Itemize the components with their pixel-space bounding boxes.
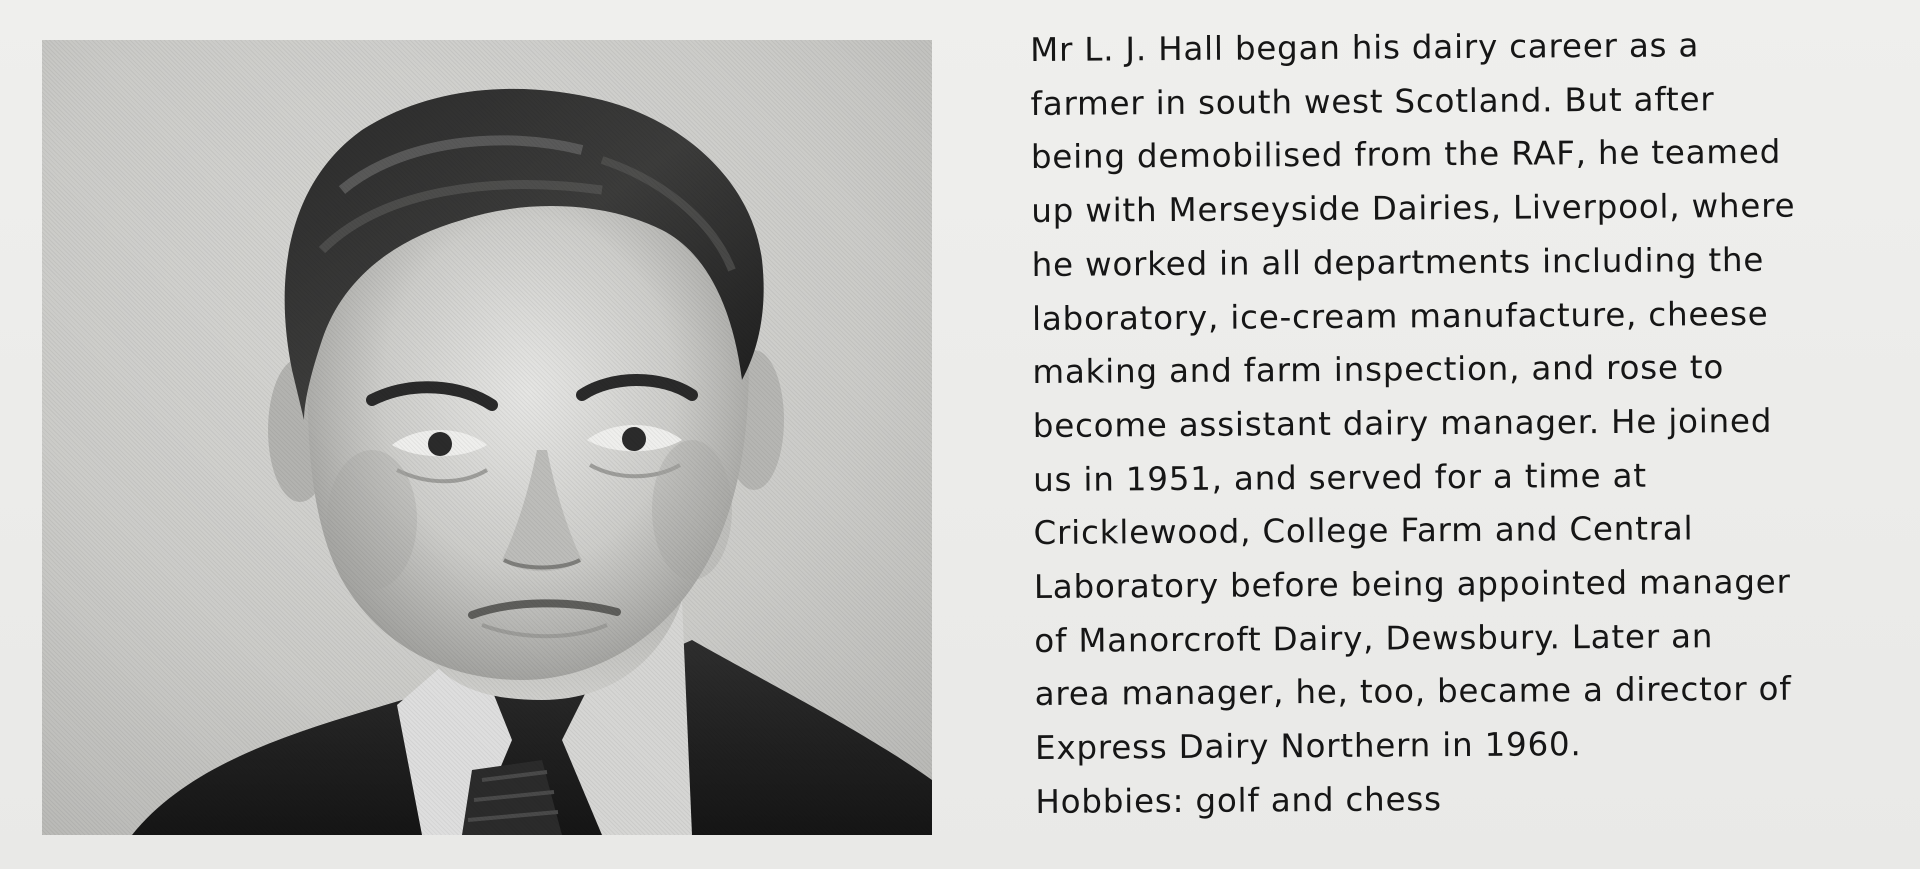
caption-line: Laboratory before being appointed manager [1033,562,1791,607]
portrait-illustration [42,40,932,835]
caption-line: Cricklewood, College Farm and Central [1033,509,1694,553]
caption-line: being demobilised from the RAF, he teamed [1030,133,1782,177]
caption-line: farmer in south west Scotland. But after [1030,79,1715,123]
caption-line: of Manorcroft Dairy, Dewsbury. Later an [1034,616,1714,660]
caption-line: Mr L. J. Hall began his dairy career as a [1030,26,1700,69]
caption-line: making and farm inspection, and rose to [1032,348,1725,392]
caption-line: area manager, he, too, became a director of [1034,670,1792,714]
caption-line: he worked in all departments including the [1031,240,1765,284]
caption-text [1030,18,1916,824]
caption-line: become assistant dairy manager. He joined [1032,401,1773,445]
caption-line: Express Dairy Northern in 1960. [1034,725,1582,768]
caption-line: up with Merseyside Dairies, Liverpool, where [1031,186,1796,231]
caption-line: Hobbies: golf and chess [1035,779,1442,821]
portrait-photo [42,40,932,835]
caption-line: us in 1951, and served for a time at [1033,456,1647,499]
caption-line: laboratory, ice-cream manufacture, cheese [1031,294,1769,338]
